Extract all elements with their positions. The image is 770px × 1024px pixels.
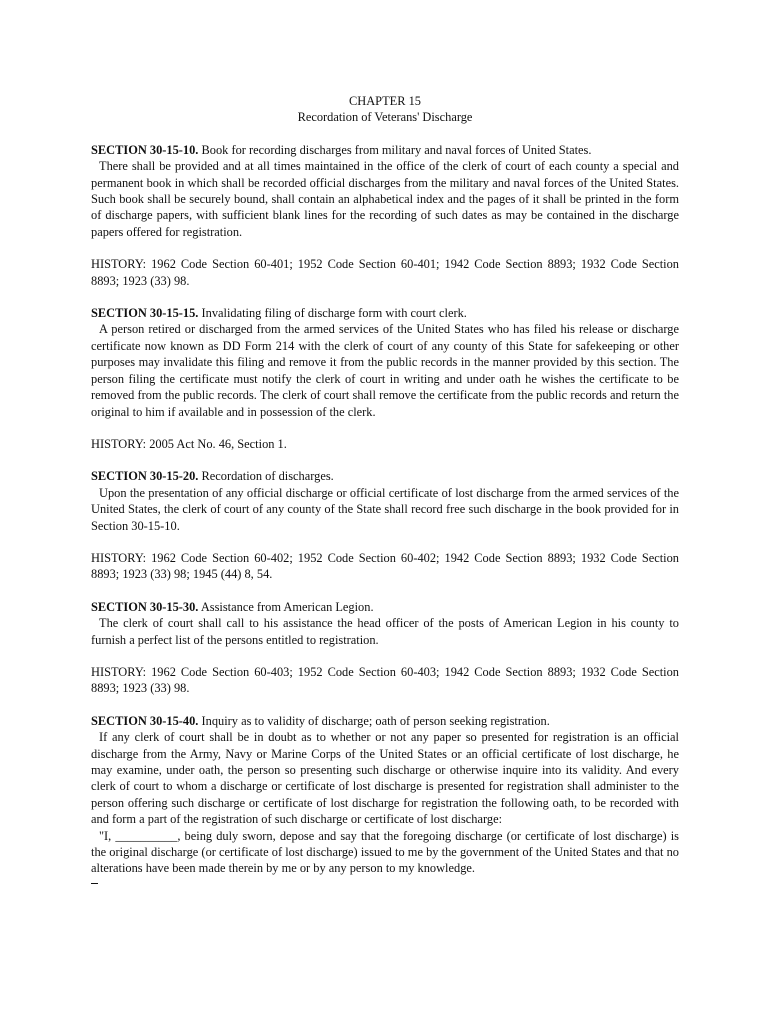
chapter-heading: CHAPTER 15: [349, 94, 421, 108]
section-title: Assistance from American Legion.: [198, 599, 374, 614]
history-note: HISTORY: 2005 Act No. 46, Section 1.: [91, 436, 287, 451]
section-number: SECTION 30-15-10.: [91, 142, 199, 157]
section-30-15-20: [91, 468, 679, 534]
history-note: HISTORY: 1962 Code Section 60-401; 1952 Code Section 60-401; 1942 Code Section 8893; 1932 Code Section 8893; 1923 (33) 98.: [91, 257, 679, 288]
section-heading: [91, 713, 679, 729]
section-number: SECTION 30-15-15.: [91, 306, 199, 321]
page-end-mark: [91, 881, 679, 891]
section-title: Recordation of discharges.: [198, 469, 334, 484]
section-title: Inquiry as to validity of discharge; oath of person seeking registration.: [198, 713, 550, 728]
chapter-title: Recordation of Veterans' Discharge: [297, 110, 473, 125]
section-body: A person retired or discharged from the armed services of the United States who has filed his release or discharge certificate now known as DD Form 214 with the clerk of court of any county of this State for safekeeping or other purposes may invalidate this filing and remove it from the public records in the manner provided by this section. The person filing the certificate must notify the clerk of court in writing and under oath he wishes the certificate to be removed from the public records. The clerk of court shall remove the certificate from the public records and return the original to him if available and in possession of the clerk.: [91, 322, 679, 419]
history-note: HISTORY: 1962 Code Section 60-402; 1952 Code Section 60-402; 1942 Code Section 8893; 1932 Code Section 8893; 1923 (33) 98; 1945 (44) 8, 54.: [91, 550, 679, 582]
section-title: Book for recording discharges from military and naval forces of United States.: [198, 142, 592, 157]
section-30-15-15: [91, 305, 679, 420]
section-number: SECTION 30-15-30.: [91, 599, 199, 614]
section-body: If any clerk of court shall be in doubt as to whether or not any paper so presented for registration is an official discharge from the Army, Navy or Marine Corps of the United States or an official certificate of lost discharge, he may examine, under oath, the person so presenting such discharge or otherwise inquire into its validity. And every clerk of court to whom a discharge or certificate of lost discharge is presented for registration shall administer to the person offering such discharge or certificate of lost discharge for registration the following oath, to be recorded with and form a part of the registration of such discharge or certificate of lost discharge:: [91, 730, 679, 827]
section-heading: [91, 468, 679, 484]
section-heading: [91, 305, 679, 321]
section-heading: [91, 142, 679, 158]
document-page: [91, 93, 679, 891]
history-note: HISTORY: 1962 Code Section 60-403; 1952 Code Section 60-403; 1942 Code Section 8893; 1932 Code Section 8893; 1923 (33) 98.: [91, 664, 679, 696]
section-number: SECTION 30-15-40.: [91, 713, 199, 728]
section-body: The clerk of court shall call to his assistance the head officer of the posts of American Legion in his county to furnish a perfect list of the persons entitled to registration.: [91, 616, 679, 647]
section-body: Upon the presentation of any official discharge or official certificate of lost discharge from the armed services of the United States, the clerk of court of any county of the State shall record free such discharge in the book provided for in Section 30-15-10.: [91, 485, 679, 533]
section-heading: [91, 599, 679, 615]
section-title: Invalidating filing of discharge form with court clerk.: [198, 306, 467, 321]
section-30-15-30: [91, 599, 679, 648]
section-30-15-40: [91, 713, 679, 877]
section-number: SECTION 30-15-20.: [91, 469, 199, 484]
section-body: There shall be provided and at all times maintained in the office of the clerk of court of each county a special and permanent book in which shall be recorded official discharges from the military and naval forces of the United States. Such book shall be securely bound, shall contain an alphabetical index and the pages of it shall be printed in the form of discharge papers, with sufficient blank lines for the recording of such dates as may be contained in the discharge papers offered for registration.: [91, 159, 679, 239]
oath-text: "I, __________, being duly sworn, depose and say that the foregoing discharge (or certificate of lost discharge) is the original discharge (or certificate of lost discharge) issued to me by the government of the United States and that no alterations have been made therein by me or by any person to my knowledge.: [91, 828, 679, 876]
section-30-15-10: [91, 142, 679, 240]
